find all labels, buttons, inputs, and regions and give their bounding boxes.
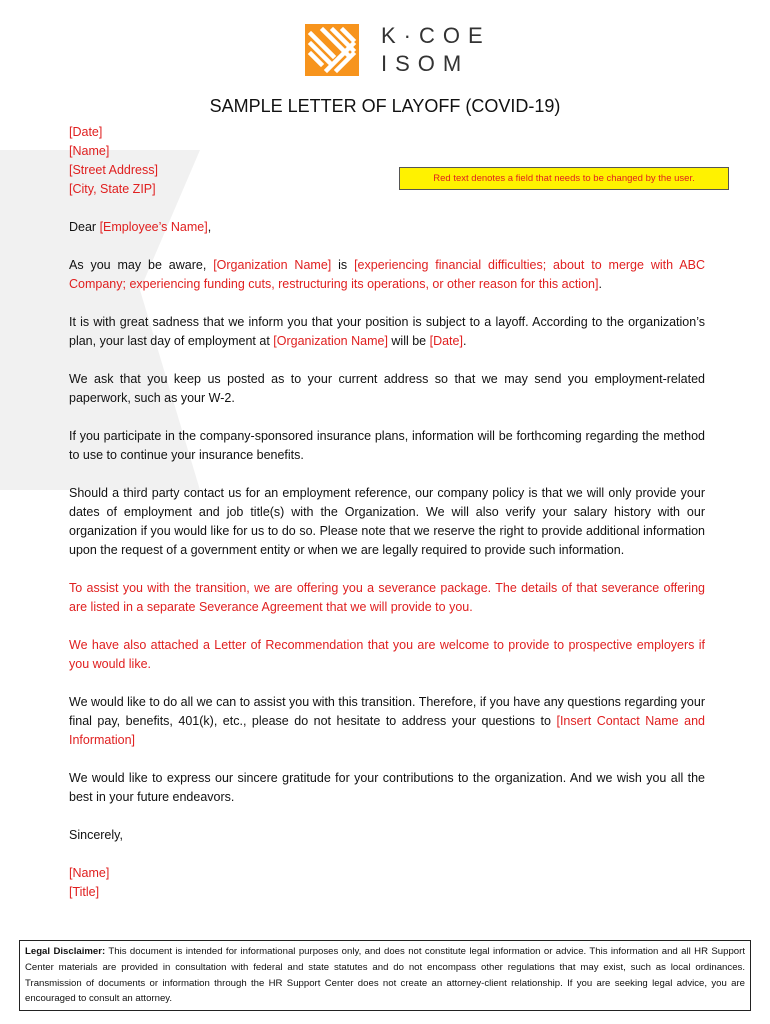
paragraph-7-recommendation: We have also attached a Letter of Recommendation that you are welcome to provide to prospective employers if you would like. [69,638,705,671]
field-layoff-reason: [experiencing financial difficulties; about to merge with ABC Company; experiencing funding cuts, restructuring its operations, or other reason for this action] [69,258,705,291]
disclaimer-text: This document is intended for informational purposes only, and does not constitute legal information or advice. This information and all HR Support Center materials are provided in consultation with federal and state statutes and do not encompass other regulations that may exist, such as local ordinances. Transmission of documents or information through the HR Support Center does not create an attorney-client relationship. If you are seeking legal advice, you are encouraged to consult an attorney. [25,946,745,1005]
logo-line-2: ISOM [381,51,470,76]
signature-title: [Title] [69,885,100,899]
letter-body [69,218,705,902]
logo-line-1: K·COE [381,23,491,48]
paragraph-2: It is with great sadness that we inform you that your position is subject to a layoff. According to the organization’s plan, your last day of employment at [Organization Name] will be [Date]. [69,315,705,348]
address-city: [City, State ZIP] [69,182,156,196]
salutation: Dear [Employee’s Name], [69,220,212,234]
company-logo [303,20,491,80]
field-last-day-date: [Date] [429,334,463,348]
legal-disclaimer [19,940,751,1011]
page-title: SAMPLE LETTER OF LAYOFF (COVID-19) [209,96,561,116]
paragraph-9: We would like to express our sincere gratitude for your contributions to the organization. And we wish you all the best in your future endeavors. [69,771,705,804]
signature-name: [Name] [69,866,110,880]
paragraph-5: Should a third party contact us for an employment reference, our company policy is that we will only provide your dates of employment and job title(s) with the Organization. We will also verify your salary history with our organization if you would like for us to do so. Please note that we reserve the right to provide additional information upon the request of a government entity or when we are legally required to provide such information. [69,486,705,557]
address-name: [Name] [69,144,110,158]
address-date: [Date] [69,125,103,139]
recipient-address-block [69,123,158,199]
logo-wordmark [381,22,491,78]
paragraph-8: We would like to do all we can to assist you with this transition. Therefore, if you have any questions regarding your final pay, benefits, 401(k), etc., please do not hesitate to address your questions to [Insert Contact Name and Information] [69,695,705,747]
field-organization-name: [Organization Name] [273,334,388,348]
kcoe-logo-icon [303,20,363,78]
field-organization-name: [Organization Name] [213,258,332,272]
paragraph-3: We ask that you keep us posted as to your current address so that we may send you employment-related paperwork, such as your W-2. [69,372,705,405]
closing: Sincerely, [69,828,123,842]
paragraph-1: As you may be aware, [Organization Name] is [experiencing financial difficulties; about to merge with ABC Company; experiencing funding cuts, restructuring its operations, or other reason for this action]. [69,258,705,291]
paragraph-6-severance: To assist you with the transition, we are offering you a severance package. The details of that severance offering are listed in a separate Severance Agreement that we will provide to you. [69,581,705,614]
disclaimer-label: Legal Disclaimer: [25,946,106,957]
paragraph-4: If you participate in the company-sponsored insurance plans, information will be forthcoming regarding the method to use to continue your insurance benefits. [69,429,705,462]
field-contact-info: [Insert Contact Name and Information] [69,714,705,747]
instruction-note: Red text denotes a field that needs to be changed by the user. [399,167,729,190]
address-street: [Street Address] [69,163,158,177]
field-employee-name: [Employee’s Name] [99,220,208,234]
